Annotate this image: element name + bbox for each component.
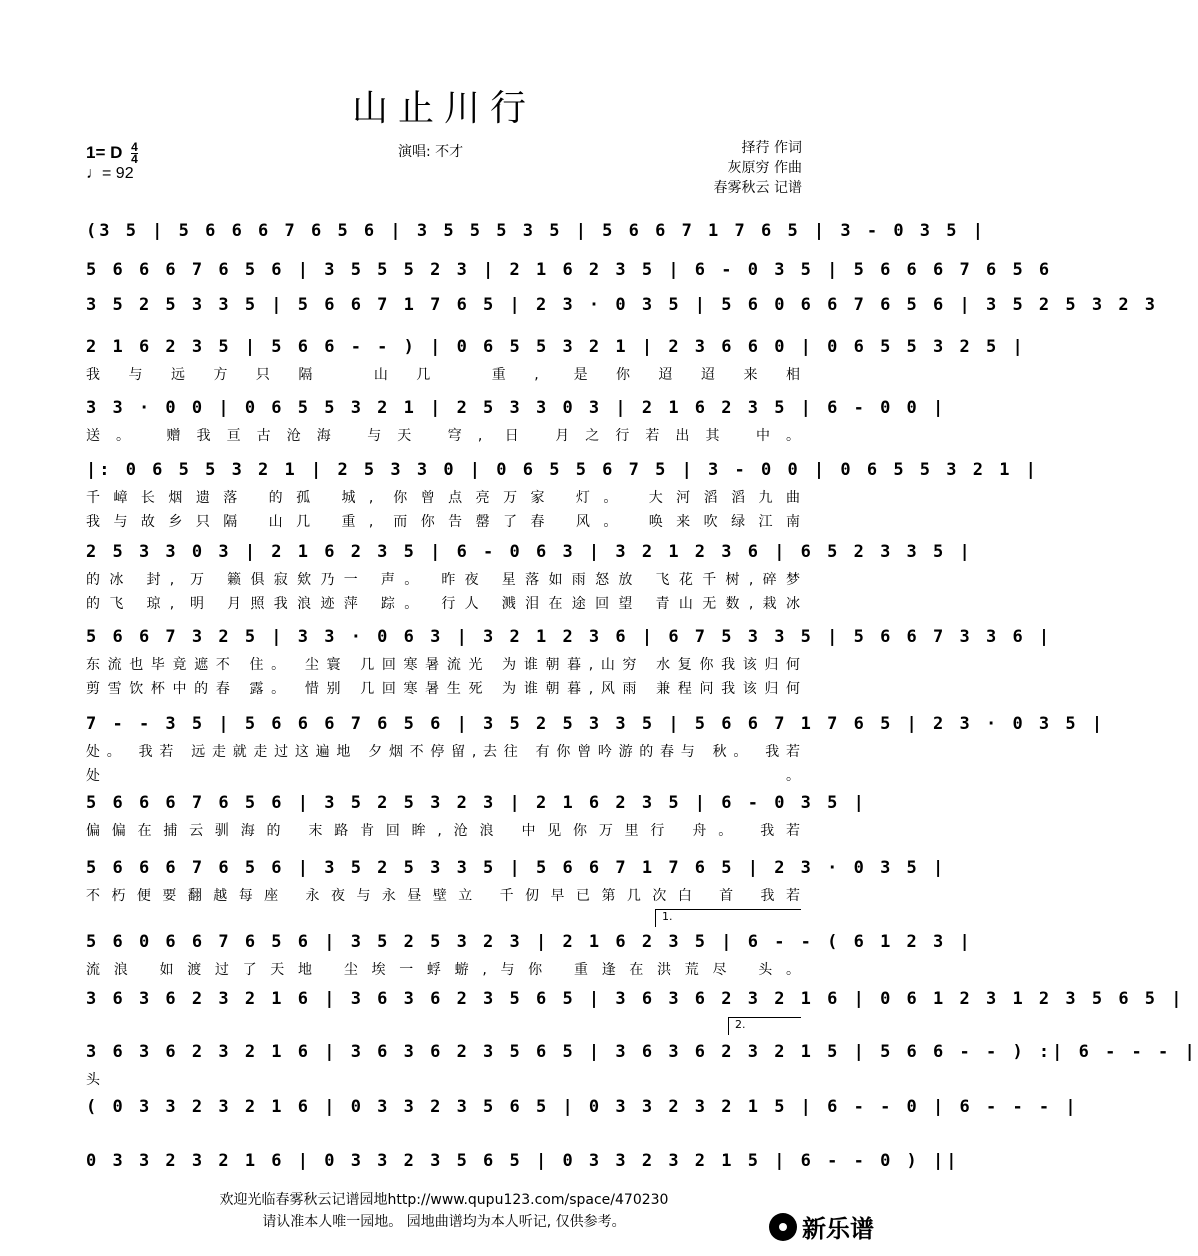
lyric-line: 的冰 封, 万 籁俱寂欸乃一 声。 昨夜 星落如雨怒放 飞花千树,碎梦	[86, 572, 802, 588]
page-title: 山止川行	[351, 88, 536, 129]
second-ending-bracket: 2.	[728, 1017, 801, 1035]
first-ending-bracket: 1.	[655, 909, 801, 927]
footer	[0, 1189, 888, 1233]
note-line: 5 6 6 6 7 6 5 6 | 3 5 2 5 3 2 3 | 2 1 6 2 3 5 | 6 - 0 3 5 |	[86, 793, 867, 813]
singer-credit: 演唱: 不才	[398, 144, 464, 160]
staff-row	[86, 537, 973, 612]
note-line: |: 0 6 5 5 3 2 1 | 2 5 3 3 0 | 0 6 5 5 6 7 5 | 3 - 0 0 | 0 6 5 5 3 2 1 |	[86, 460, 1039, 480]
record-disc-icon	[769, 1213, 797, 1241]
staff-row	[86, 788, 867, 848]
lyric-line: 送。 赠我亘古沧海 与天 穹, 日 月之行若出其 中。	[86, 428, 802, 444]
staff-row	[86, 455, 1039, 530]
staff-row	[86, 927, 973, 987]
lyric-line: 流浪 如渡过了天地 尘埃一蜉蝣,与你 重逢在洪荒尽 头。	[86, 962, 802, 978]
footer-link-line[interactable]: 欢迎光临春雾秋云记谱园地http://www.qupu123.com/space/470230	[219, 1192, 669, 1208]
footer-notice: 请认准本人唯一园地。 园地曲谱均为本人听记, 仅供参考。	[262, 1214, 626, 1230]
note-line: ( 0 3 3 2 3 2 1 6 | 0 3 3 2 3 5 6 5 | 0 3 3 2 3 2 1 5 | 6 - - 0 | 6 - - - |	[86, 1097, 1079, 1117]
note-line: 3 6 3 6 2 3 2 1 6 | 3 6 3 6 2 3 5 6 5 | 3 6 3 6 2 3 2 1 5 | 5 6 6 - - ) :| 6 - - - |	[86, 1042, 1198, 1062]
key-signature	[86, 142, 138, 165]
lyric-line: 的飞 琼, 明 月照我浪迹萍 踪。 行人 溅泪在途回望 青山无数,栽冰	[86, 596, 802, 612]
note-line: 3 5 2 5 3 3 5 | 5 6 6 7 1 7 6 5 | 2 3 · 0 3 5 | 5 6 0 6 6 7 6 5 6 | 3 5 2 5 3 2 3	[86, 295, 1159, 315]
lyric-line: 东流也毕竟遮不 住。 尘寰 几回寒暑流光 为谁朝暮,山穷 水复你我该归何	[86, 657, 802, 673]
note-line: 3 6 3 6 2 3 2 1 6 | 3 6 3 6 2 3 5 6 5 | 3 6 3 6 2 3 2 1 6 | 0 6 1 2 3 1 2 3 5 6 5 |	[86, 989, 1185, 1009]
time-top: 4	[131, 140, 138, 154]
note-line: 5 6 6 7 3 2 5 | 3 3 · 0 6 3 | 3 2 1 2 3 6 | 6 7 5 3 3 5 | 5 6 6 7 3 3 6 |	[86, 627, 1053, 647]
credits	[714, 138, 802, 198]
staff-row	[86, 332, 1026, 392]
transcriber-credit: 春雾秋云 记谱	[713, 180, 802, 196]
note-line: 0 3 3 2 3 2 1 6 | 0 3 3 2 3 5 6 5 | 0 3 3 2 3 2 1 5 | 6 - - 0 ) ||	[86, 1151, 960, 1171]
logo-text: 新乐谱	[802, 1215, 874, 1243]
note-line: 5 6 6 6 7 6 5 6 | 3 5 5 5 2 3 | 2 1 6 2 3 5 | 6 - 0 3 5 | 5 6 6 6 7 6 5 6	[86, 260, 1053, 280]
staff-row	[86, 622, 1053, 697]
staff-row	[86, 1092, 1079, 1152]
composer-credit: 灰原穷 作曲	[727, 160, 802, 176]
staff-row	[86, 709, 1106, 784]
tempo-mark: ♩= 92	[86, 165, 134, 182]
lyric-line: 我与远方只隔 山几 重, 是你迢迢来相	[86, 367, 802, 383]
brand-logo[interactable]	[769, 1209, 874, 1244]
note-line: (3 5 | 5 6 6 6 7 6 5 6 | 3 5 5 5 3 5 | 5 6 6 7 1 7 6 5 | 3 - 0 3 5 |	[86, 221, 986, 241]
time-bottom: 4	[131, 152, 138, 166]
staff-row	[86, 984, 1185, 1044]
staff-row	[86, 393, 947, 453]
key-label: 1= D	[86, 142, 123, 162]
note-line: 5 6 6 6 7 6 5 6 | 3 5 2 5 3 3 5 | 5 6 6 7 1 7 6 5 | 2 3 · 0 3 5 |	[86, 858, 947, 878]
lyric-line: 我与故乡只隔 山几 重, 而你告罄了春 风。 唤来吹绿江南	[86, 514, 802, 530]
lyric-line: 头	[86, 1072, 102, 1088]
lyric-line: 千嶂长烟遗落 的孤 城, 你曾点亮万家 灯。 大河滔滔九曲	[86, 490, 802, 506]
time-signature	[131, 142, 138, 165]
note-line: 2 5 3 3 0 3 | 2 1 6 2 3 5 | 6 - 0 6 3 | 3 2 1 2 3 6 | 6 5 2 3 3 5 |	[86, 542, 973, 562]
note-line: 7 - - 3 5 | 5 6 6 6 7 6 5 6 | 3 5 2 5 3 3 5 | 5 6 6 7 1 7 6 5 | 2 3 · 0 3 5 |	[86, 714, 1106, 734]
lyricist-credit: 择荇 作词	[741, 140, 802, 156]
staff-row	[86, 1037, 1198, 1097]
note-line: 3 3 · 0 0 | 0 6 5 5 3 2 1 | 2 5 3 3 0 3 | 2 1 6 2 3 5 | 6 - 0 0 |	[86, 398, 947, 418]
lyric-line: 不朽便要翻越每座 永夜与永昼壁立 千仞早已第几次白 首 我若	[86, 888, 802, 904]
lyric-line: 处。 我若 远走就走过这遍地 夕烟不停留,去往 有你曾吟游的春与 秋。 我若	[86, 744, 802, 760]
lyric-line: 处。	[86, 768, 802, 784]
note-line: 2 1 6 2 3 5 | 5 6 6 - - ) | 0 6 5 5 3 2 1 | 2 3 6 6 0 | 0 6 5 5 3 2 5 |	[86, 337, 1026, 357]
note-line: 5 6 0 6 6 7 6 5 6 | 3 5 2 5 3 2 3 | 2 1 6 2 3 5 | 6 - - ( 6 1 2 3 |	[86, 932, 973, 952]
lyric-line: 偏偏在捕云驯海的 末路肯回眸,沧浪 中见你万里行 舟。 我若	[86, 823, 802, 839]
staff-row	[86, 853, 947, 913]
lyric-line: 剪雪饮杯中的春 露。 惜别 几回寒暑生死 为谁朝暮,风雨 兼程问我该归何	[86, 681, 802, 697]
